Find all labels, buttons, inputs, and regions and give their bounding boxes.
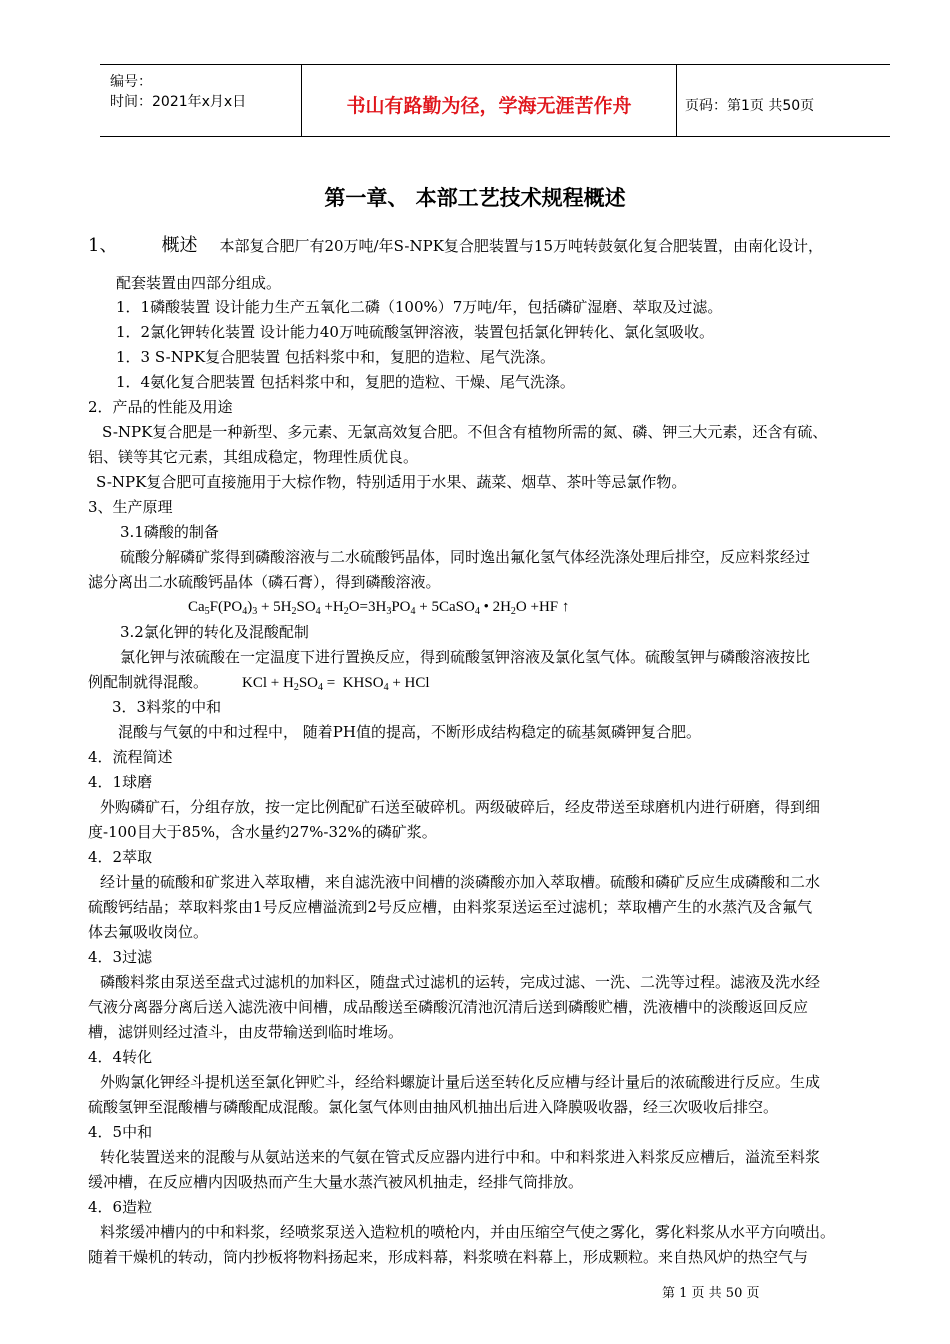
section-4-paragraph-cont: 硫酸钙结晶；萃取料浆由1号反应槽溢流到2号反应槽，由料浆泵送运至过滤机；萃取槽产生的水蒸汽及含氟气 xyxy=(88,898,813,916)
subsection-3-3-heading: 3．3料浆的中和 xyxy=(112,698,222,716)
subsection-4-1-heading: 4．1球磨 xyxy=(88,773,153,791)
section-1-item: 1．3 S-NPK复合肥装置 包括料浆中和，复肥的造粒、尾气洗涤。 xyxy=(116,348,555,366)
subsection-3-2-heading: 3.2氯化钾的转化及混酸配制 xyxy=(120,623,309,641)
equation-kcl-conversion: KCl + $H_2SO_4$ = $KHSO_4$ + HCl xyxy=(242,675,430,693)
section-1-item: 1．2氯化钾转化装置 设计能力40万吨硫酸氢钾溶液，装置包括氯化钾转化、氯化氢吸收。 xyxy=(116,323,714,341)
section-2-heading: 2．产品的性能及用途 xyxy=(88,398,233,416)
section-2-paragraph-cont: 铝、镁等其它元素，其组成稳定，物理性质优良。 xyxy=(88,448,419,466)
section-3-paragraph: 氯化钾与浓硫酸在一定温度下进行置换反应，得到硫酸氢钾溶液及氯化氢气体。硫酸氢钾与磷酸溶液按比 xyxy=(120,648,811,666)
subsection-3-1-heading: 3.1磷酸的制备 xyxy=(120,523,219,541)
subsection-4-3-heading: 4．3过滤 xyxy=(88,948,153,966)
subsection-4-6-heading: 4．6造粒 xyxy=(88,1198,153,1216)
section-4-paragraph: 料浆缓冲槽内的中和料浆，经喷浆泵送入造粒机的喷枪内，并由压缩空气使之雾化，雾化料浆从水平方向喷出。 xyxy=(100,1223,836,1241)
section-4-paragraph: 外购氯化钾经斗提机送至氯化钾贮斗，经给料螺旋计量后送至转化反应槽与经计量后的浓硫酸进行反应。生成 xyxy=(100,1073,821,1091)
section-1-label: 概述 xyxy=(161,235,198,256)
subsection-4-4-heading: 4．4转化 xyxy=(88,1048,153,1066)
document-date-label: 时间：2021年x月x日 xyxy=(110,94,247,110)
section-4-paragraph: 转化装置送来的混酸与从氨站送来的气氨在管式反应器内进行中和。中和料浆进入料浆反应槽后，溢流至料浆 xyxy=(100,1148,821,1166)
section-3-paragraph-cont: 滤分离出二水硫酸钙晶体（磷石膏），得到磷酸溶液。 xyxy=(88,573,441,591)
section-1-item: 1．1磷酸装置 设计能力生产五氧化二磷（100%）7万吨/年，包括磷矿湿磨、萃取及过滤。 xyxy=(116,298,723,316)
document-number-label: 编号： xyxy=(110,74,152,90)
section-4-paragraph-cont: 缓冲槽，在反应槽内因吸热而产生大量水蒸汽被风机抽走，经排气筒排放。 xyxy=(88,1173,584,1191)
header-motto: 书山有路勤为径，学海无涯苦作舟 xyxy=(346,95,632,117)
section-2-paragraph: S-NPK复合肥可直接施用于大棕作物，特别适用于水果、蔬菜、烟草、茶叶等忌氯作物。 xyxy=(96,473,687,491)
subsection-4-5-heading: 4．5中和 xyxy=(88,1123,153,1141)
section-4-paragraph-cont: 体去氟吸收岗位。 xyxy=(88,923,209,941)
section-4-paragraph: 磷酸料浆由泵送至盘式过滤机的加料区，随盘式过滤机的运转，完成过滤、一洗、二洗等过程。滤液及洗水经 xyxy=(100,973,821,991)
chapter-title: 第一章、 本部工艺技术规程概述 xyxy=(324,186,626,210)
section-4-paragraph-cont: 随着干燥机的转动，筒内抄板将物料扬起来，形成料幕，料浆喷在料幕上，形成颗粒。来自热风炉的热空气与 xyxy=(88,1248,809,1266)
section-3-heading: 3、生产原理 xyxy=(88,498,173,516)
section-3-paragraph: 硫酸分解磷矿浆得到磷酸溶液与二水硫酸钙晶体，同时逸出氟化氢气体经洗涤处理后排空，反应料浆经过 xyxy=(120,548,811,566)
section-4-heading: 4．流程简述 xyxy=(88,748,173,766)
section-1-number: 1、 xyxy=(88,235,118,256)
header-center-cell xyxy=(301,65,677,136)
section-2-paragraph: S-NPK复合肥是一种新型、多元素、无氯高效复合肥。不但含有植物所需的氮、磷、钾三大元素，还含有硫、 xyxy=(102,423,828,441)
section-4-paragraph-cont: 度-100目大于85%，含水量约27%-32%的磷矿浆。 xyxy=(88,823,437,841)
section-4-paragraph-cont: 气液分离器分离后送入滤洗液中间槽，成品酸送至磷酸沉清池沉清后送到磷酸贮槽，洗液槽中的淡酸返回反应 xyxy=(88,998,809,1016)
equation-phosphoric-acid: $Ca_5F(PO_4)_3 + 5H_2SO_4 +H_2O=3H_3PO_4$ + 5CaSO$_4$ • $2H_2O +HF$ ↑ xyxy=(188,599,570,617)
section-4-paragraph: 经计量的硫酸和矿浆进入萃取槽，来自滤洗液中间槽的淡磷酸亦加入萃取槽。硫酸和磷矿反应生成磷酸和二水 xyxy=(100,873,821,891)
section-3-paragraph: 混酸与气氨的中和过程中， 随着PH值的提高，不断形成结构稳定的硫基氮磷钾复合肥。 xyxy=(118,723,701,741)
section-1-item: 1．4氨化复合肥装置 包括料浆中和，复肥的造粒、干燥、尾气洗涤。 xyxy=(116,373,575,391)
section-4-paragraph: 外购磷矿石，分组存放，按一定比例配矿石送至破碎机。两级破碎后，经皮带送至球磨机内进行研磨，得到细 xyxy=(100,798,821,816)
header-page-label: 页码：第1页 共50页 xyxy=(685,98,815,114)
section-1-text-cont: 配套装置由四部分组成。 xyxy=(116,274,282,292)
section-1-heading-line xyxy=(88,236,823,256)
section-3-paragraph-cont xyxy=(88,672,430,693)
page-footer: 第 1 页 共 50 页 xyxy=(662,1286,760,1301)
section-1-text: 本部复合肥厂有20万吨/年S-NPK复合肥装置与15万吨转鼓氨化复合肥装置，由南化设计， xyxy=(219,237,824,255)
subsection-4-2-heading: 4．2萃取 xyxy=(88,848,153,866)
header-left-cell xyxy=(100,65,300,136)
header-table xyxy=(100,64,890,137)
section-4-paragraph-cont: 槽，滤饼则经过渣斗，由皮带输送到临时堆场。 xyxy=(88,1023,404,1041)
section-3-paragraph-cont-text: 例配制就得混酸。 xyxy=(88,673,209,691)
header-right-cell xyxy=(676,65,890,136)
section-4-paragraph-cont: 硫酸氢钾至混酸槽与磷酸配成混酸。氯化氢气体则由抽风机抽出后进入降膜吸收器，经三次吸收后排空。 xyxy=(88,1098,779,1116)
